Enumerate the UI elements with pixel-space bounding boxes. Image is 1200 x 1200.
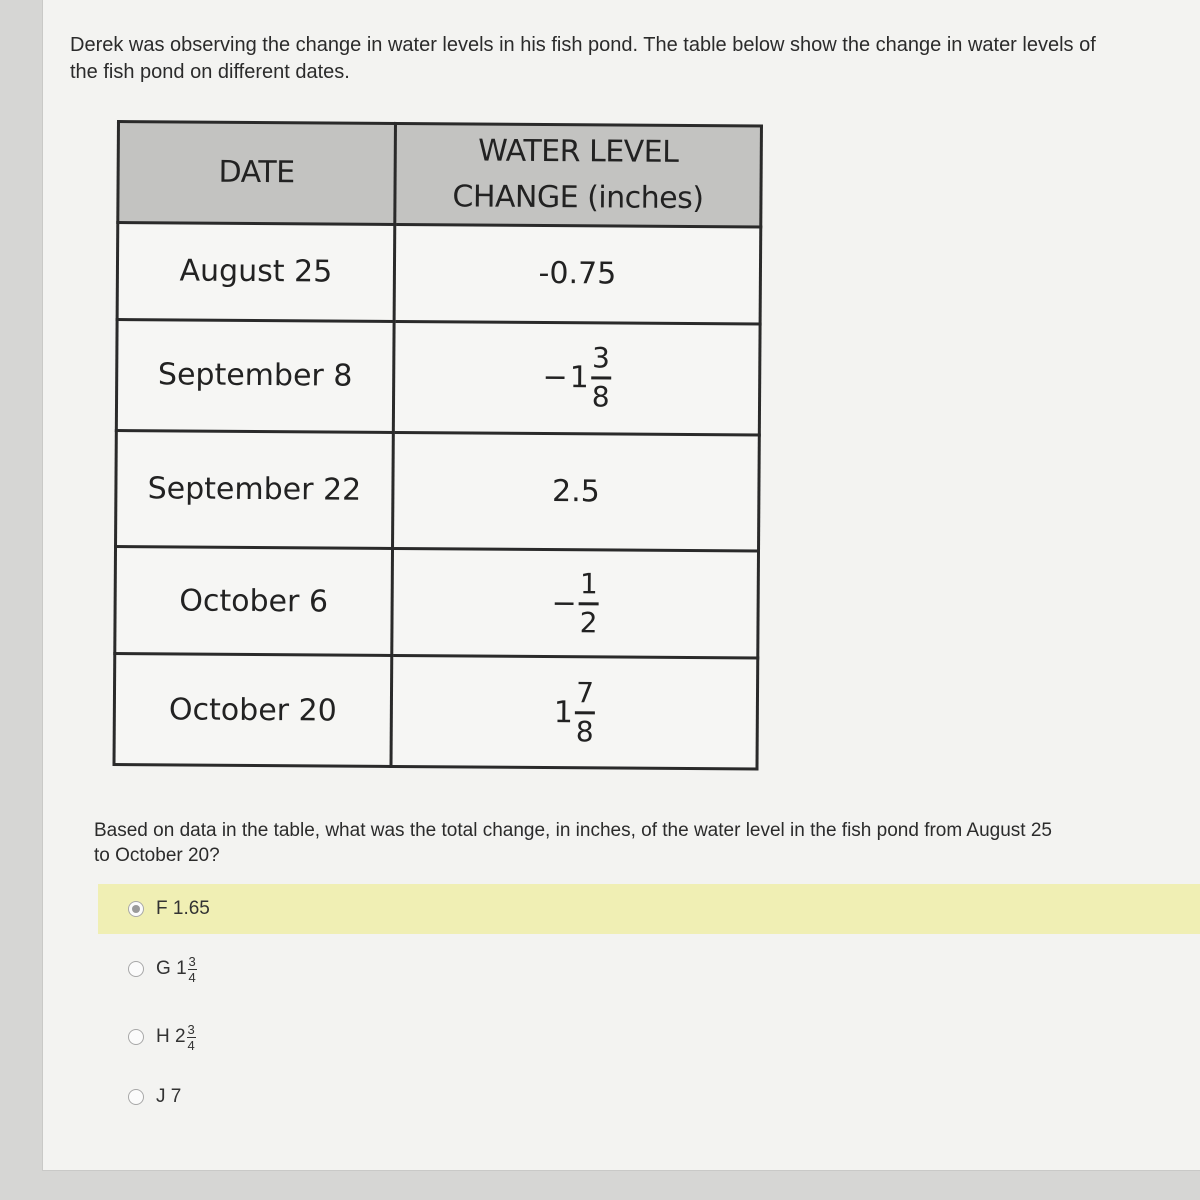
whole-number: 1 <box>569 360 589 396</box>
numerator: 1 <box>579 567 598 601</box>
date-cell: September 8 <box>116 319 394 432</box>
table-row <box>114 654 758 769</box>
whole-number: 1 <box>553 694 574 730</box>
denominator: 8 <box>591 380 610 414</box>
radio-button[interactable] <box>128 961 144 977</box>
denominator: 2 <box>579 606 598 640</box>
table-row <box>117 223 761 324</box>
numerator: 3 <box>187 1021 195 1037</box>
change-cell <box>392 549 759 658</box>
radio-button-selected[interactable] <box>128 901 144 917</box>
date-cell: September 22 <box>116 430 394 549</box>
fraction <box>578 567 598 640</box>
option-fraction <box>187 1023 196 1052</box>
table-row <box>116 319 760 434</box>
option-whole: 1 <box>176 958 187 979</box>
fraction <box>591 341 611 414</box>
date-cell: October 20 <box>114 654 392 767</box>
option-label: J 7 <box>156 1086 182 1107</box>
fraction-bar <box>575 711 595 714</box>
answer-option-j[interactable] <box>98 1072 1200 1122</box>
water-level-table <box>112 120 762 770</box>
change-header-line1: WATER LEVEL <box>478 133 679 170</box>
option-fraction <box>188 955 197 984</box>
fraction <box>575 675 595 748</box>
question-intro: Derek was observing the change in water levels in his fish pond. The table below show the change in water levels of the fish pond on different dates. <box>70 34 1096 83</box>
radio-button[interactable] <box>128 1089 144 1105</box>
minus-sign: − <box>542 360 568 396</box>
fraction-bar <box>591 376 611 379</box>
date-column-header: DATE <box>118 122 396 225</box>
option-label: F 1.65 <box>156 898 210 919</box>
change-cell <box>391 656 758 769</box>
minus-sign: − <box>551 585 577 621</box>
denominator: 8 <box>575 714 594 748</box>
date-cell: August 25 <box>117 223 395 322</box>
radio-button[interactable] <box>128 1029 144 1045</box>
option-whole: 2 <box>175 1026 186 1047</box>
date-cell: October 6 <box>115 547 393 656</box>
table-row <box>116 430 760 551</box>
numerator: 3 <box>188 953 196 969</box>
table-header-row <box>118 122 762 227</box>
change-cell: 2.5 <box>393 432 760 551</box>
answer-option-g[interactable] <box>98 944 1200 994</box>
change-column-header <box>395 123 762 227</box>
numerator: 3 <box>591 341 610 375</box>
option-letter: H <box>156 1026 170 1047</box>
numerator: 7 <box>576 675 595 709</box>
fraction-bar <box>579 602 599 605</box>
answer-option-h[interactable] <box>98 1012 1200 1062</box>
change-cell <box>393 321 760 434</box>
question-prompt: Based on data in the table, what was the total change, in inches, of the water level in the fish pond from August 25 to October 20? <box>94 820 1052 866</box>
denominator: 4 <box>188 969 196 985</box>
table-row <box>115 547 759 658</box>
change-header-line2: CHANGE (inches) <box>452 179 704 217</box>
option-letter: G <box>156 958 171 979</box>
answer-option-f[interactable] <box>98 884 1200 934</box>
change-cell: -0.75 <box>394 224 761 323</box>
denominator: 4 <box>187 1037 195 1053</box>
